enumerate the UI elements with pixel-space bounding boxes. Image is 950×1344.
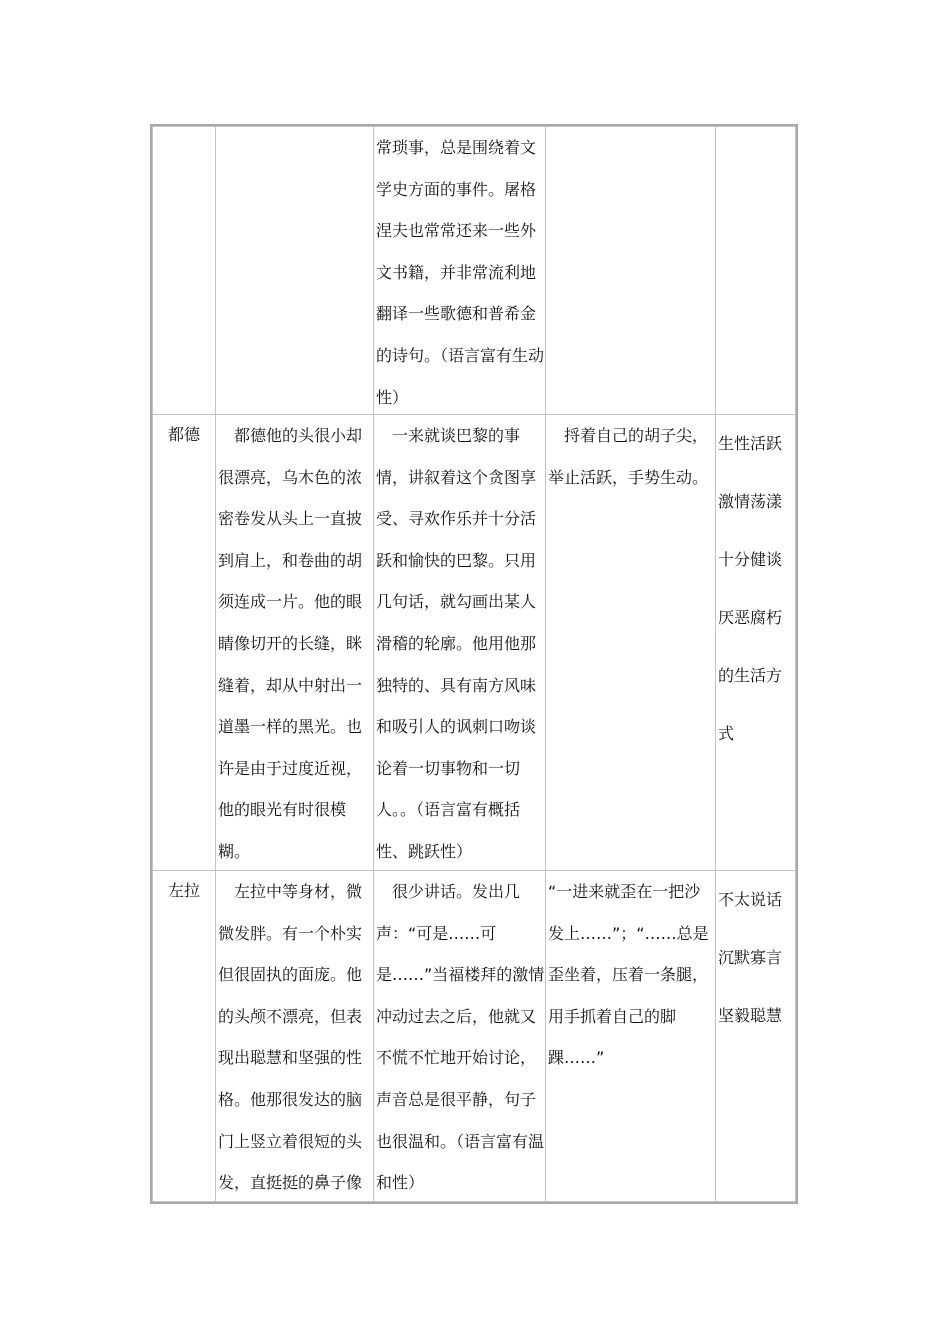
character-table bbox=[150, 124, 798, 1204]
row3-appearance-cell bbox=[215, 870, 374, 1202]
row3-name-cell bbox=[152, 870, 216, 1202]
row3-language-cell bbox=[373, 870, 546, 1202]
row3-traits-cell bbox=[715, 870, 796, 1202]
row1-appearance-cell bbox=[215, 126, 374, 415]
row2-action-cell bbox=[545, 414, 716, 871]
row1-traits-cell bbox=[715, 126, 796, 415]
row1-language: 常琐事，总是围绕着文学史方面的事件。屠格涅夫也常常还来一些外文书籍，并非常流利地翻译一些歌德和普希金的诗句。（语言富有生动性） bbox=[376, 138, 545, 407]
row2-traits-cell bbox=[715, 414, 796, 871]
row3-action: “一进来就歪在一把沙发上……”；“……总是歪坐着，压着一条腿，用手抓着自己的脚踝……” bbox=[548, 882, 709, 1068]
row3-language: 很少讲话。发出几声：“可是……可是……”当福楼拜的激情冲动过去之后，他就又不慌不忙地开始讨论，声音总是很平静，句子也很温和。（语言富有温和性） bbox=[376, 882, 545, 1193]
row1-language-cell bbox=[373, 126, 546, 415]
row2-traits: 生性活跃激情荡漾十分健谈厌恶腐朽的生活方式 bbox=[718, 434, 783, 743]
row2-language: 一来就谈巴黎的事情，讲叙着这个贪图享受、寻欢作乐并十分活跃和愉快的巴黎。只用几句话，就勾画出某人滑稽的轮廓。他用他那独特的、具有南方风味和吸引人的讽刺口吻谈论着一切事物和一切人。。（语言富有概括性、跳跃性） bbox=[376, 426, 537, 861]
row2-name: 都德 bbox=[168, 425, 201, 444]
row3-name: 左拉 bbox=[168, 881, 201, 900]
row1-action-cell bbox=[545, 126, 716, 415]
row2-action: 捋着自己的胡子尖，举止活跃，手势生动。 bbox=[548, 426, 709, 487]
row2-appearance: 都德他的头很小却很漂亮，乌木色的浓密卷发从头上一直披到肩上，和卷曲的胡须连成一片。他的眼睛像切开的长缝，眯缝着，却从中射出一道墨一样的黑光。也许是由于过度近视，他的眼光有时很模糊。 bbox=[218, 426, 363, 861]
row2-appearance-cell bbox=[215, 414, 374, 871]
row1-name-cell bbox=[152, 126, 216, 415]
row2-name-cell bbox=[152, 414, 216, 871]
row2-language-cell bbox=[373, 414, 546, 871]
row3-appearance: 左拉中等身材，微微发胖。有一个朴实但很固执的面庞。他的头颅不漂亮，但表现出聪慧和坚强的性格。他那很发达的脑门上竖立着很短的头发，直挺挺的鼻子像 bbox=[218, 882, 363, 1193]
row3-traits: 不太说话沉默寡言坚毅聪慧 bbox=[718, 890, 783, 1025]
row3-action-cell bbox=[545, 870, 716, 1202]
